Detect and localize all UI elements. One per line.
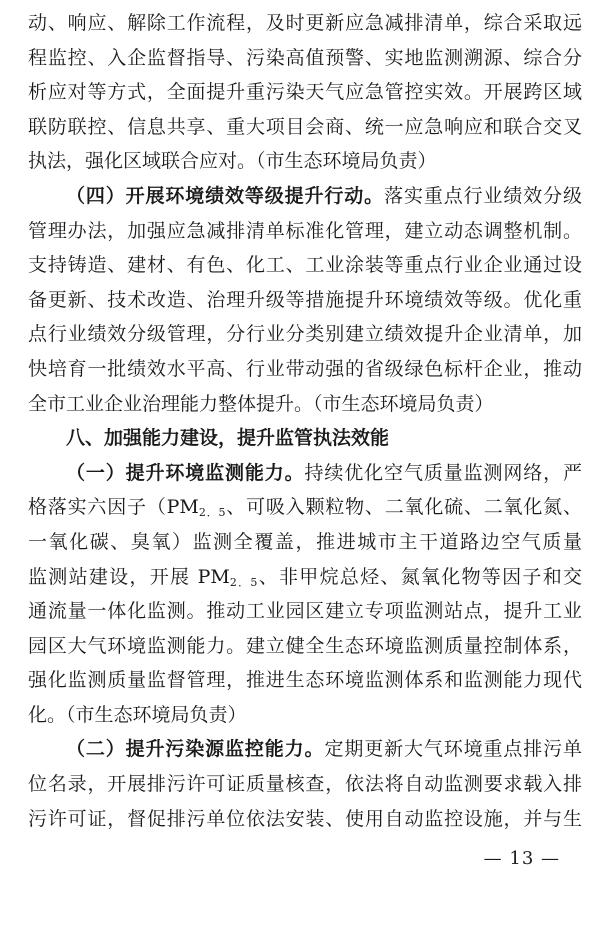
page-number: — 13 — <box>483 848 560 869</box>
text-line: 执法，强化区域联合应对。（市生态环境局负责） <box>28 150 437 173</box>
text-line: 化。（市生态环境局负责） <box>28 703 247 726</box>
text-fragment: 格落实六因子（PM <box>28 496 199 519</box>
text-line: 联防联控、信息共享、重大项目会商、统一应急响应和联合交叉 <box>28 115 582 138</box>
text-line: 全市工业企业治理能力整体提升。（市生态环境局负责） <box>28 392 494 415</box>
text-line: 管理办法，加强应急减排清单标准化管理，建立动态调整机制。 <box>28 219 582 242</box>
text-line: 动、响应、解除工作流程，及时更新应急减排清单，综合采取远 <box>28 12 582 34</box>
text-fragment: 监测站建设，开展 PM <box>28 565 230 588</box>
text-line: 位名录，开展排污许可证质量核查，依法将自动监测要求载入排 <box>28 773 582 796</box>
text-line: 支持铸造、建材、有色、化工、工业涂装等重点行业企业通过设 <box>28 254 582 277</box>
text-line: 一氧化碳、臭氧）监测全覆盖，推进城市主干道路边空气质量 <box>28 530 582 553</box>
subsection-2-title: （二）提升污染源监控能力。 <box>66 738 325 761</box>
text-line: 析应对等方式，全面提升重污染天气应急管控实效。开展跨区域 <box>28 81 582 104</box>
text-line: 污许可证，督促排污单位依法安装、使用自动监控设施，并与生 <box>28 807 582 830</box>
text-line: 强化监测质量监督管理，推进生态环境监测体系和监测能力现代 <box>28 669 582 692</box>
subsection-2-text: 定期更新大气环境重点排污单 <box>324 738 582 761</box>
section-4-title: （四）开展环境绩效等级提升行动。 <box>66 184 385 207</box>
section-4-first-line <box>28 179 582 214</box>
text-line: 备更新、技术改造、治理升级等措施提升环境绩效等级。优化重 <box>28 288 582 311</box>
text-line <box>28 490 582 525</box>
subscript: 2．5 <box>229 575 258 589</box>
text-line: 程监控、入企监督指导、污染高值预警、实地监测溯源、综合分 <box>28 46 582 69</box>
text-line: 通流量一体化监测。推动工业园区建立专项监测站点，提升工业 <box>28 600 582 623</box>
text-line: 快培育一批绩效水平高、行业带动强的省级绿色标杆企业，推动 <box>28 357 582 380</box>
text-line: 园区大气环境监测能力。建立健全生态环境监测质量控制体系， <box>28 634 582 657</box>
subsection-1-first-line <box>28 456 582 491</box>
text-fragment: 、可吸入颗粒物、二氧化硫、二氧化氮、 <box>225 496 582 519</box>
document-body <box>28 6 582 836</box>
subscript: 2．5 <box>198 506 226 520</box>
text-fragment: 、非甲烷总烃、氮氧化物等因子和交 <box>257 565 582 588</box>
section-4-text: 落实重点行业绩效分级 <box>384 184 582 207</box>
subsection-1-text: 持续优化空气质量监测网络，严 <box>304 461 582 484</box>
text-line <box>28 560 582 595</box>
text-line: 点行业绩效分级管理，分行业分类别建立绩效提升企业清单，加 <box>28 323 582 346</box>
chapter-8-heading: 八、加强能力建设，提升监管执法效能 <box>66 427 390 450</box>
subsection-2-first-line <box>28 732 582 767</box>
subsection-1-title: （一）提升环境监测能力。 <box>66 461 305 484</box>
